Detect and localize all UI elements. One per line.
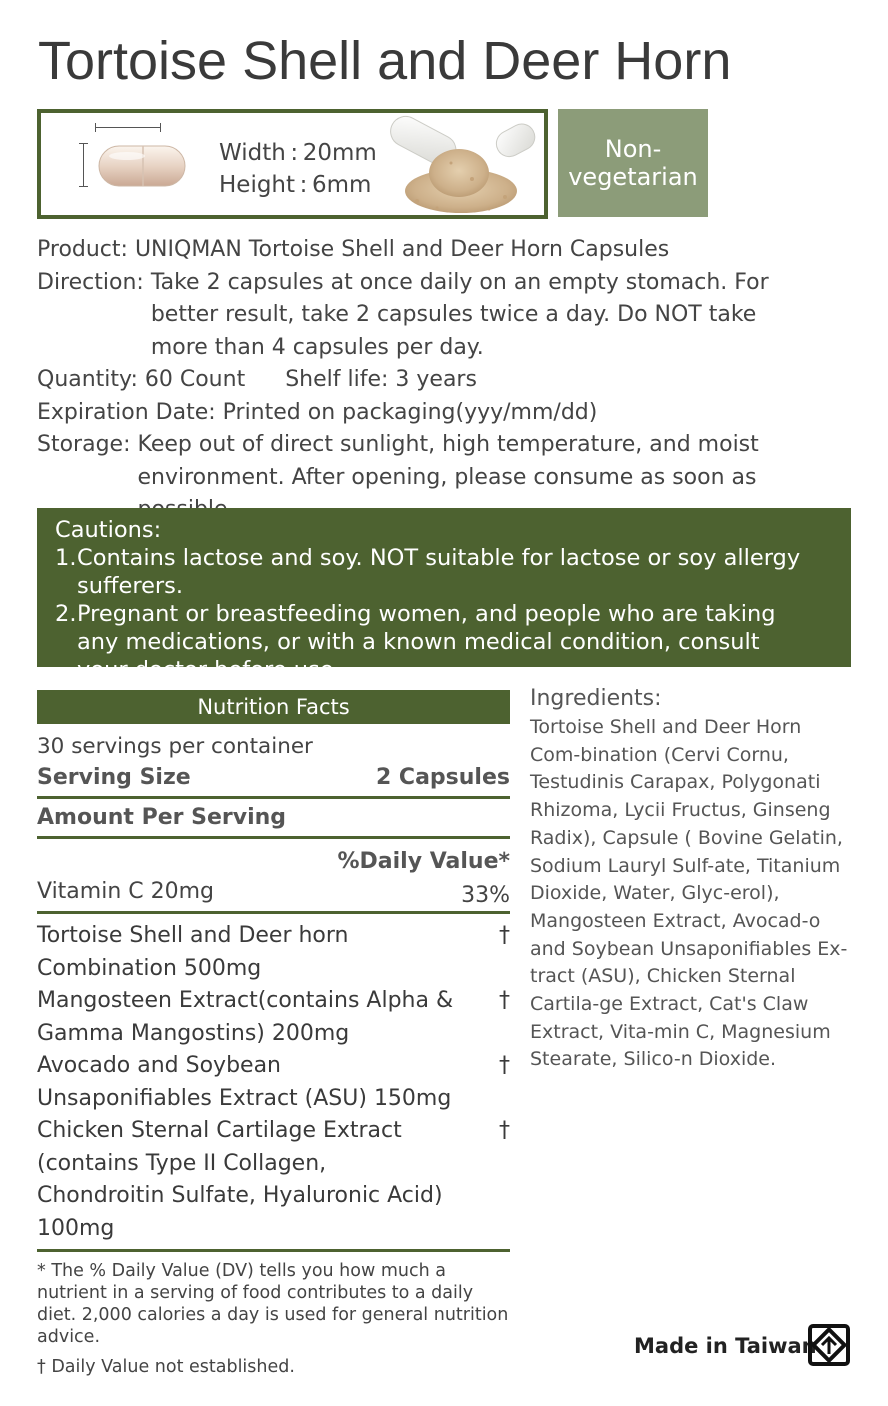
cautions-title: Cautions:	[55, 517, 162, 543]
nutrition-item	[37, 985, 510, 1050]
caution-number: 2.	[55, 601, 77, 627]
caution-text: Contains lactose and soy. NOT suitable for lactose or soy allergy sufferers.	[77, 545, 801, 599]
servings-per-container: 30 servings per container	[37, 734, 313, 759]
caution-text: Pregnant or breastfeeding women, and people who are taking any medications, or with a known medical condition, consult your doctor before use.	[77, 601, 776, 683]
non-vegetarian-badge: Non- vegetarian	[558, 109, 708, 217]
vitamin-c-row	[37, 877, 510, 914]
quantity: Quantity: 60 Count	[37, 367, 246, 392]
capsule-width: Width : 20mm	[219, 140, 377, 166]
amount-per-serving: Amount Per Serving	[37, 799, 510, 839]
nutrition-facts	[37, 690, 510, 1378]
capsule-icon	[97, 140, 189, 194]
nutrition-item	[37, 1115, 510, 1245]
serving-size-row	[37, 762, 510, 799]
width-dimension-marker	[95, 127, 161, 128]
dagger-mark: †	[499, 988, 510, 1013]
storage-label: Storage:	[37, 432, 131, 457]
nutrition-facts-header: Nutrition Facts	[37, 690, 510, 724]
nutrition-item-name: Avocado and Soybean Unsaponifiables Extract (ASU) 150mg	[37, 1053, 452, 1111]
vitamin-c-label: Vitamin C 20mg	[37, 879, 215, 904]
dagger-mark: †	[499, 1118, 510, 1143]
nutrition-item	[37, 1050, 510, 1115]
product-line	[37, 234, 837, 267]
cautions-box	[37, 508, 851, 683]
daily-value-footnote: * The % Daily Value (DV) tells you how much a nutrient in a serving of food contributes to a daily diet. 2,000 calories a day is used for general nutrition advice.	[37, 1261, 509, 1347]
nutrition-items	[37, 914, 510, 1252]
daily-value-header: %Daily Value*	[337, 849, 510, 874]
dagger-footnote: † Daily Value not established.	[37, 1357, 295, 1377]
quantity-line	[37, 364, 837, 397]
direction-label: Direction:	[37, 269, 144, 295]
capsule-height: Height : 6mm	[219, 172, 372, 198]
powder-icon	[377, 113, 542, 215]
dagger-mark: †	[499, 1053, 510, 1078]
nutrition-item-name: Tortoise Shell and Deer horn Combination 500mg	[37, 923, 349, 981]
recycle-icon	[808, 1324, 850, 1366]
ingredients-text: Tortoise Shell and Deer Horn Com-bination (Cervi Cornu, Testudinis Carapax, Polygonati Rhizoma, Lycii Fructus, Ginseng Radix), Capsule ( Bovine Gelatin, Sodium Lauryl Sulf-ate, Titanium Dioxide, Water, Glyc-erol), Mangosteen Extract, Avocad-o and Soybean Unsaponifiables Ex-tract (ASU), Chicken Sternal Cartila-ge Extract, Cat's Claw Extract, Vita-min C, Magnesium Stearate, Silico-n Dioxide.	[530, 716, 848, 1071]
vitamin-c-dv: 33%	[461, 883, 510, 908]
ingredients-section	[530, 684, 855, 1074]
direction-text: Take 2 capsules at once daily on an empty stomach. For better result, take 2 capsules twice a day. Do NOT take more than 4 capsules per day.	[150, 269, 769, 360]
nutrition-item	[37, 920, 510, 985]
capsule-size-panel	[37, 109, 548, 219]
dagger-mark: †	[499, 923, 510, 948]
direction-line	[37, 267, 837, 365]
product-title: Tortoise Shell and Deer Horn	[38, 31, 732, 91]
product-name: UNIQMAN Tortoise Shell and Deer Horn Capsules	[134, 237, 670, 262]
nutrition-item-name: Mangosteen Extract(contains Alpha & Gamma Mangostins) 200mg	[37, 988, 454, 1046]
nutrition-item-name: Chicken Sternal Cartilage Extract (contains Type II Collagen, Chondroitin Sulfate, Hyaluronic Acid) 100mg	[37, 1118, 443, 1241]
capsule-dimensions	[219, 137, 377, 201]
ingredients-title: Ingredients:	[530, 686, 662, 711]
caution-item	[55, 600, 851, 684]
height-dimension-marker	[83, 143, 84, 187]
caution-item	[55, 544, 851, 600]
storage-text: Keep out of direct sunlight, high temperature, and moist environment. After opening, please consume as soon as	[137, 432, 759, 490]
caution-number: 1.	[55, 545, 77, 571]
serving-size-label: Serving Size	[37, 765, 191, 790]
made-in-taiwan: Made in Taiwan	[634, 1334, 817, 1358]
expiration-line: Expiration Date: Printed on packaging(yyy/mm/dd)	[37, 399, 598, 425]
product-info	[37, 234, 837, 527]
product-label: Product:	[37, 237, 128, 262]
shelf-life: Shelf life: 3 years	[285, 367, 477, 392]
serving-size-value: 2 Capsules	[375, 765, 510, 790]
